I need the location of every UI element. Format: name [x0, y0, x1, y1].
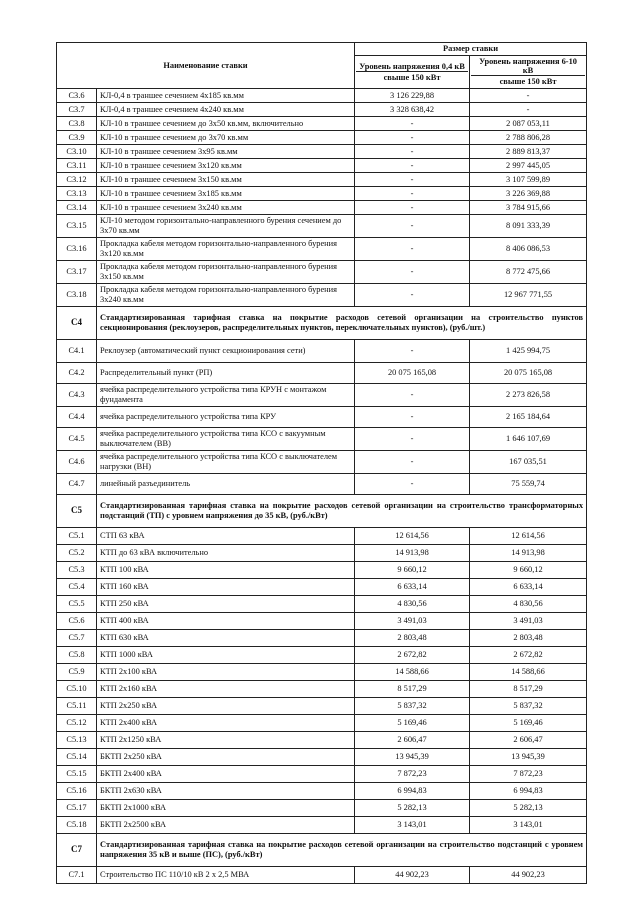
section-title: Стандартизированная тарифная ставка на покрытие расходов сетевой организации на строительство подстанций с уровнем напряжения 35 кВ и выше (ПС), (руб./кВт) — [97, 833, 587, 866]
value-610kv: 12 614,56 — [470, 527, 587, 544]
row-name: Прокладка кабеля методом горизонтально-направленного бурения 3х120 кв.мм — [97, 237, 355, 260]
value-610kv: 1 425 994,75 — [470, 339, 587, 362]
row-code: С4.2 — [57, 362, 97, 383]
table-row — [57, 816, 587, 833]
row-code: С3.18 — [57, 283, 97, 306]
table-row — [57, 697, 587, 714]
table-row — [57, 612, 587, 629]
row-code: С5.8 — [57, 646, 97, 663]
row-name: Распределительный пункт (РП) — [97, 362, 355, 383]
value-610kv: 1 646 107,69 — [470, 427, 587, 450]
row-name: БКТП 2х2500 кВА — [97, 816, 355, 833]
value-610kv: 8 406 086,53 — [470, 237, 587, 260]
value-04kv: 3 328 638,42 — [355, 102, 470, 116]
row-name: КЛ-10 в траншее сечением 3х95 кв.мм — [97, 144, 355, 158]
value-04kv: 14 913,98 — [355, 544, 470, 561]
section-row — [57, 494, 587, 527]
table-body — [57, 88, 587, 883]
table-row — [57, 260, 587, 283]
row-code: С3.13 — [57, 186, 97, 200]
value-610kv: 8 091 333,39 — [470, 214, 587, 237]
value-04kv: 3 126 229,88 — [355, 88, 470, 102]
row-code: С5.9 — [57, 663, 97, 680]
row-name: КТП 100 кВА — [97, 561, 355, 578]
name-column-header: Наименование ставки — [57, 43, 355, 89]
row-code: С5.6 — [57, 612, 97, 629]
row-name: ячейка распределительного устройства типа КРУН с монтажом фундамента — [97, 383, 355, 406]
value-04kv: - — [355, 158, 470, 172]
row-name: Прокладка кабеля методом горизонтально-направленного бурения 3х240 кв.мм — [97, 283, 355, 306]
row-code: С3.14 — [57, 200, 97, 214]
row-name: КЛ-10 в траншее сечением до 3х70 кв.мм — [97, 130, 355, 144]
value-04kv: 2 672,82 — [355, 646, 470, 663]
row-code: С5.4 — [57, 578, 97, 595]
table-row — [57, 680, 587, 697]
value-610kv: 9 660,12 — [470, 561, 587, 578]
row-code: С5.10 — [57, 680, 97, 697]
value-04kv: 3 143,01 — [355, 816, 470, 833]
value-04kv: - — [355, 200, 470, 214]
row-code: С5.18 — [57, 816, 97, 833]
row-code: С5.1 — [57, 527, 97, 544]
value-04kv: 6 994,83 — [355, 782, 470, 799]
row-code: С5.2 — [57, 544, 97, 561]
value-04kv: - — [355, 406, 470, 427]
row-code: С4.4 — [57, 406, 97, 427]
value-04kv: - — [355, 339, 470, 362]
row-code: С3.17 — [57, 260, 97, 283]
section-title: Стандартизированная тарифная ставка на покрытие расходов сетевой организации на строительство трансформаторных подстанций (ТП) с уровнем напряжения до 35 кВ, (руб./кВт) — [97, 494, 587, 527]
voltage-level-04-sub: свыше 150 кВт — [356, 71, 468, 82]
row-name: ячейка распределительного устройства типа КРУ — [97, 406, 355, 427]
table-row — [57, 383, 587, 406]
table-row — [57, 283, 587, 306]
row-name: БКТП 2х1000 кВА — [97, 799, 355, 816]
row-name: БКТП 2х630 кВА — [97, 782, 355, 799]
table-row — [57, 339, 587, 362]
row-name: КЛ-0,4 в траншее сечением 4х185 кв.мм — [97, 88, 355, 102]
row-name: КТП до 63 кВА включительно — [97, 544, 355, 561]
value-610kv: 44 902,23 — [470, 866, 587, 883]
table-row — [57, 731, 587, 748]
table-row — [57, 866, 587, 883]
section-row — [57, 306, 587, 339]
row-name: КЛ-10 в траншее сечением 3х150 кв.мм — [97, 172, 355, 186]
voltage-level-610-sub: свыше 150 кВт — [471, 75, 585, 86]
value-610kv: 5 282,13 — [470, 799, 587, 816]
table-row — [57, 799, 587, 816]
value-610kv: 2 273 826,58 — [470, 383, 587, 406]
tariff-table — [56, 42, 587, 884]
row-name: КТП 2х400 кВА — [97, 714, 355, 731]
table-row — [57, 663, 587, 680]
table-row — [57, 714, 587, 731]
table-row — [57, 186, 587, 200]
value-610kv: 8 517,29 — [470, 680, 587, 697]
row-code: С7.1 — [57, 866, 97, 883]
row-code: С3.12 — [57, 172, 97, 186]
row-name: КЛ-10 в траншее сечением 3х240 кв.мм — [97, 200, 355, 214]
row-code: С5.14 — [57, 748, 97, 765]
row-name: КТП 250 кВА — [97, 595, 355, 612]
row-name: КТП 160 кВА — [97, 578, 355, 595]
value-04kv: 6 633,14 — [355, 578, 470, 595]
value-04kv: - — [355, 144, 470, 158]
section-code: С7 — [57, 833, 97, 866]
row-code: С4.7 — [57, 473, 97, 494]
value-04kv: - — [355, 427, 470, 450]
value-04kv: 14 588,66 — [355, 663, 470, 680]
value-610kv: 2 889 813,37 — [470, 144, 587, 158]
row-name: Реклоузер (автоматический пункт секционирования сети) — [97, 339, 355, 362]
row-code: С3.16 — [57, 237, 97, 260]
value-610kv: 167 035,51 — [470, 450, 587, 473]
value-04kv: - — [355, 473, 470, 494]
value-04kv: - — [355, 237, 470, 260]
table-row — [57, 130, 587, 144]
voltage-level-04-header — [355, 56, 470, 89]
table-row — [57, 406, 587, 427]
value-04kv: - — [355, 130, 470, 144]
table-row — [57, 214, 587, 237]
value-04kv: 8 517,29 — [355, 680, 470, 697]
table-row — [57, 527, 587, 544]
row-code: С5.3 — [57, 561, 97, 578]
value-610kv: 12 967 771,55 — [470, 283, 587, 306]
table-row — [57, 144, 587, 158]
row-code: С4.6 — [57, 450, 97, 473]
value-04kv: 4 830,56 — [355, 595, 470, 612]
value-04kv: - — [355, 186, 470, 200]
row-code: С5.13 — [57, 731, 97, 748]
table-row — [57, 595, 587, 612]
row-code: С3.9 — [57, 130, 97, 144]
row-name: КТП 2х100 кВА — [97, 663, 355, 680]
table-row — [57, 646, 587, 663]
row-name: КЛ-10 методом горизонтально-направленного бурения сечением до 3х70 кв.мм — [97, 214, 355, 237]
row-code: С5.7 — [57, 629, 97, 646]
row-name: КЛ-10 в траншее сечением до 3х50 кв.мм, включительно — [97, 116, 355, 130]
row-code: С3.7 — [57, 102, 97, 116]
table-row — [57, 765, 587, 782]
value-610kv: 2 165 184,64 — [470, 406, 587, 427]
table-row — [57, 116, 587, 130]
table-row — [57, 748, 587, 765]
value-04kv: 7 872,23 — [355, 765, 470, 782]
table-row — [57, 578, 587, 595]
row-code: С5.5 — [57, 595, 97, 612]
value-04kv: - — [355, 116, 470, 130]
voltage-level-04-label: Уровень напряжения 0,4 кВ — [359, 61, 465, 71]
table-row — [57, 427, 587, 450]
row-name: КЛ-0,4 в траншее сечением 4х240 кв.мм — [97, 102, 355, 116]
row-code: С5.17 — [57, 799, 97, 816]
table-row — [57, 172, 587, 186]
value-04kv: - — [355, 172, 470, 186]
table-row — [57, 88, 587, 102]
value-04kv: 20 075 165,08 — [355, 362, 470, 383]
row-code: С3.11 — [57, 158, 97, 172]
row-name: БКТП 2х250 кВА — [97, 748, 355, 765]
section-code: С4 — [57, 306, 97, 339]
value-04kv: - — [355, 383, 470, 406]
table-row — [57, 200, 587, 214]
value-04kv: - — [355, 214, 470, 237]
value-610kv: 2 788 806,28 — [470, 130, 587, 144]
row-name: линейный разъединитель — [97, 473, 355, 494]
table-row — [57, 782, 587, 799]
table-row — [57, 158, 587, 172]
table-row — [57, 561, 587, 578]
value-610kv: 4 830,56 — [470, 595, 587, 612]
table-row — [57, 450, 587, 473]
value-04kv: 5 837,32 — [355, 697, 470, 714]
value-610kv: 13 945,39 — [470, 748, 587, 765]
value-04kv: - — [355, 450, 470, 473]
value-04kv: 2 803,48 — [355, 629, 470, 646]
table-row — [57, 237, 587, 260]
row-name: БКТП 2х400 кВА — [97, 765, 355, 782]
row-code: С4.3 — [57, 383, 97, 406]
value-610kv: 14 913,98 — [470, 544, 587, 561]
row-code: С3.15 — [57, 214, 97, 237]
value-610kv: 5 169,46 — [470, 714, 587, 731]
size-column-header: Размер ставки — [355, 43, 587, 56]
row-name: Прокладка кабеля методом горизонтально-направленного бурения 3х150 кв.мм — [97, 260, 355, 283]
table-row — [57, 629, 587, 646]
row-name: КТП 400 кВА — [97, 612, 355, 629]
row-code: С4.5 — [57, 427, 97, 450]
voltage-level-610-label: Уровень напряжения 6-10 кВ — [479, 57, 577, 76]
value-610kv: 3 107 599,89 — [470, 172, 587, 186]
row-name: КТП 1000 кВА — [97, 646, 355, 663]
row-code: С5.12 — [57, 714, 97, 731]
table-row — [57, 362, 587, 383]
value-04kv: 2 606,47 — [355, 731, 470, 748]
value-610kv: 2 672,82 — [470, 646, 587, 663]
row-code: С5.16 — [57, 782, 97, 799]
voltage-level-610-header — [470, 56, 587, 89]
row-code: С5.11 — [57, 697, 97, 714]
row-name: ячейка распределительного устройства типа КСО с вакуумным выключателем (ВВ) — [97, 427, 355, 450]
value-610kv: 3 784 915,66 — [470, 200, 587, 214]
value-610kv: - — [470, 102, 587, 116]
value-610kv: 14 588,66 — [470, 663, 587, 680]
value-04kv: - — [355, 283, 470, 306]
value-610kv: 3 143,01 — [470, 816, 587, 833]
row-name: Строительство ПС 110/10 кВ 2 х 2,5 МВА — [97, 866, 355, 883]
value-610kv: - — [470, 88, 587, 102]
value-610kv: 75 559,74 — [470, 473, 587, 494]
value-610kv: 6 994,83 — [470, 782, 587, 799]
table-header — [57, 43, 587, 89]
row-code: С3.8 — [57, 116, 97, 130]
table-row — [57, 473, 587, 494]
value-610kv: 8 772 475,66 — [470, 260, 587, 283]
value-610kv: 20 075 165,08 — [470, 362, 587, 383]
row-name: КЛ-10 в траншее сечением 3х120 кв.мм — [97, 158, 355, 172]
row-name: КТП 2х160 кВА — [97, 680, 355, 697]
value-04kv: 9 660,12 — [355, 561, 470, 578]
value-04kv: 12 614,56 — [355, 527, 470, 544]
value-610kv: 3 226 369,88 — [470, 186, 587, 200]
value-610kv: 7 872,23 — [470, 765, 587, 782]
row-name: КЛ-10 в траншее сечением 3х185 кв.мм — [97, 186, 355, 200]
value-610kv: 6 633,14 — [470, 578, 587, 595]
row-code: С3.10 — [57, 144, 97, 158]
value-04kv: 3 491,03 — [355, 612, 470, 629]
section-title: Стандартизированная тарифная ставка на покрытие расходов сетевой организации на строительство пунктов секционирования (реклоузеров, распределительных пунктов, переключательных пунктов), (руб./шт.) — [97, 306, 587, 339]
value-610kv: 5 837,32 — [470, 697, 587, 714]
value-04kv: - — [355, 260, 470, 283]
row-name: КТП 2х250 кВА — [97, 697, 355, 714]
row-name: СТП 63 кВА — [97, 527, 355, 544]
table-row — [57, 544, 587, 561]
section-row — [57, 833, 587, 866]
section-code: С5 — [57, 494, 97, 527]
row-code: С5.15 — [57, 765, 97, 782]
value-610kv: 2 803,48 — [470, 629, 587, 646]
row-name: КТП 630 кВА — [97, 629, 355, 646]
row-name: КТП 2х1250 кВА — [97, 731, 355, 748]
row-name: ячейка распределительного устройства типа КСО с выключателем нагрузки (ВН) — [97, 450, 355, 473]
value-610kv: 3 491,03 — [470, 612, 587, 629]
value-610kv: 2 087 053,11 — [470, 116, 587, 130]
value-04kv: 13 945,39 — [355, 748, 470, 765]
value-04kv: 5 282,13 — [355, 799, 470, 816]
value-04kv: 5 169,46 — [355, 714, 470, 731]
value-610kv: 2 997 445,05 — [470, 158, 587, 172]
value-610kv: 2 606,47 — [470, 731, 587, 748]
value-04kv: 44 902,23 — [355, 866, 470, 883]
table-row — [57, 102, 587, 116]
row-code: С3.6 — [57, 88, 97, 102]
row-code: С4.1 — [57, 339, 97, 362]
